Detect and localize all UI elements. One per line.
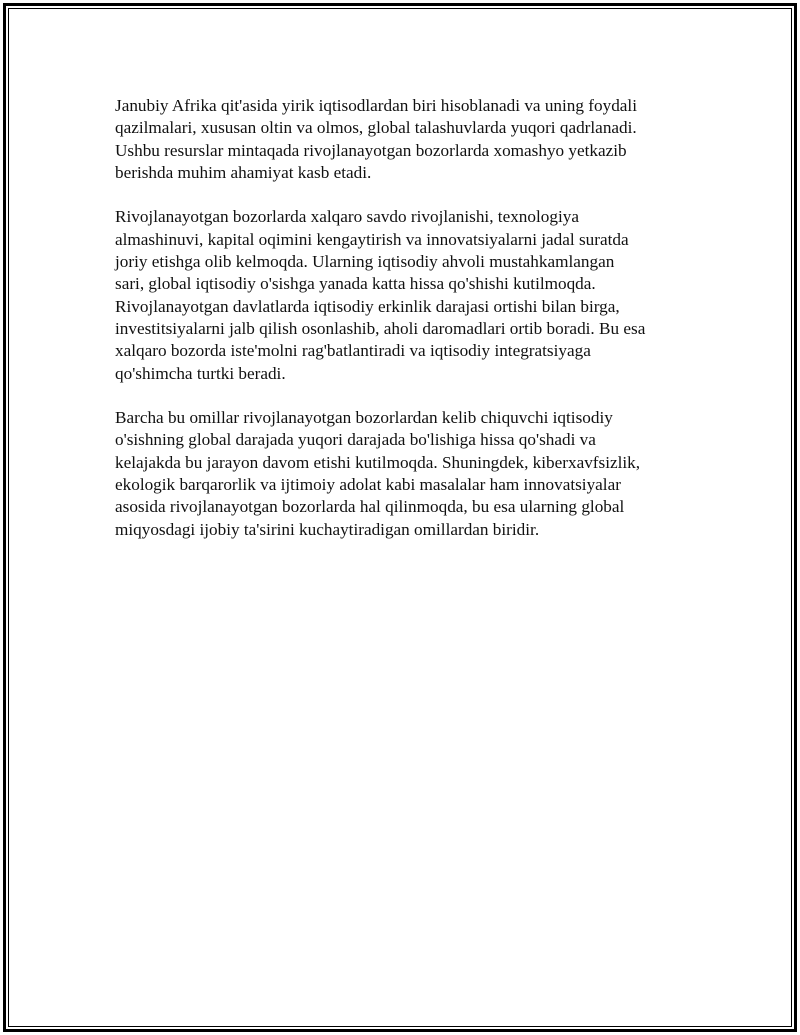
text-line: asosida rivojlanayotgan bozorlarda hal qilinmoqda, bu esa ularning global — [115, 497, 625, 517]
text-line: sari, global iqtisodiy o'sishga yanada katta hissa qo'shishi kutilmoqda. — [115, 274, 596, 294]
text-line: berishda muhim ahamiyat kasb etadi. — [115, 162, 372, 182]
text-line: joriy etishga olib kelmoqda. Ularning iqtisodiy ahvoli mustahkamlangan — [115, 252, 615, 272]
text-line: Ushbu resurslar mintaqada rivojlanayotgan bozorlarda xomashyo yetkazib — [115, 140, 627, 160]
text-line: Rivojlanayotgan davlatlarda iqtisodiy erkinlik darajasi ortishi bilan birga, — [115, 296, 620, 316]
document-body — [115, 95, 695, 563]
text-line: investitsiyalarni jalb qilish osonlashib, aholi daromadlari ortib boradi. Bu esa — [115, 318, 646, 338]
text-line: miqyosdagi ijobiy ta'sirini kuchaytiradigan omillardan biridir. — [115, 519, 540, 539]
paragraph-1 — [115, 95, 695, 184]
text-line: Rivojlanayotgan bozorlarda xalqaro savdo rivojlanishi, texnologiya — [115, 207, 579, 227]
text-line: xalqaro bozorda iste'molni rag'batlantiradi va iqtisodiy integratsiyaga — [115, 341, 591, 361]
paragraph-2 — [115, 206, 695, 384]
text-line: o'sishning global darajada yuqori darajada bo'lishiga hissa qo'shadi va — [115, 430, 596, 450]
paragraph-3 — [115, 407, 695, 541]
text-line: Barcha bu omillar rivojlanayotgan bozorlardan kelib chiquvchi iqtisodiy — [115, 408, 613, 428]
text-line: qazilmalari, xususan oltin va olmos, global talashuvlarda yuqori qadrlanadi. — [115, 118, 637, 138]
text-line: almashinuvi, kapital oqimini kengaytirish va innovatsiyalarni jadal suratda — [115, 229, 629, 249]
text-line: qo'shimcha turtki beradi. — [115, 363, 286, 383]
text-line: ekologik barqarorlik va ijtimoiy adolat kabi masalalar ham innovatsiyalar — [115, 475, 621, 495]
text-line: kelajakda bu jarayon davom etishi kutilmoqda. Shuningdek, kiberxavfsizlik, — [115, 452, 641, 472]
text-line: Janubiy Afrika qit'asida yirik iqtisodlardan biri hisoblanadi va uning foydali — [115, 96, 637, 115]
